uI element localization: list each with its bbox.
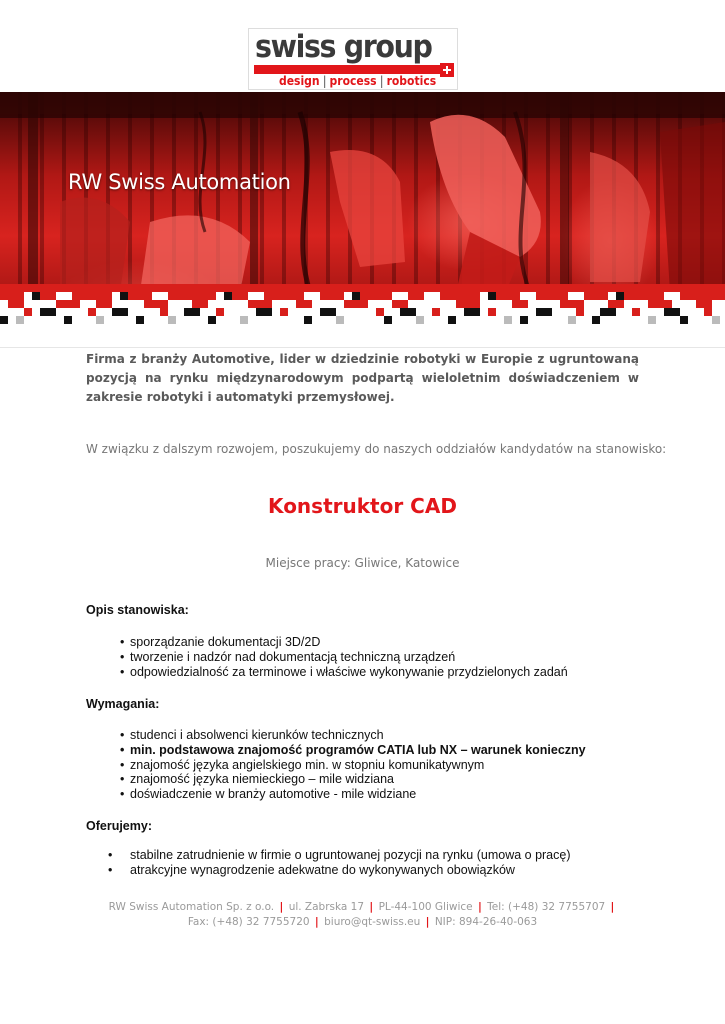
list-opis bbox=[120, 635, 568, 679]
list-item: • studenci i absolwenci kierunków technicznych bbox=[120, 728, 384, 742]
lead-text: W związku z dalszym rozwojem, poszukujemy do naszych oddziałów kandydatów na stanowisko: bbox=[86, 442, 667, 456]
pixel-pattern-band bbox=[0, 284, 725, 332]
logo-red-bar bbox=[254, 65, 440, 74]
bullet-icon: • bbox=[120, 757, 125, 772]
job-title: Konstruktor CAD bbox=[268, 494, 457, 518]
hero-banner bbox=[0, 92, 725, 332]
list-item: • doświadczenie w branży automotive - mile widziane bbox=[120, 787, 417, 802]
footer-separator: | bbox=[477, 901, 482, 913]
list-item: • znajomość języka angielskiego min. w stopniu komunikatywnym bbox=[120, 757, 485, 772]
list-item: • sporządzanie dokumentacji 3D/2D bbox=[120, 635, 321, 649]
footer-phone: Tel: (+48) 32 7755707 bbox=[487, 901, 606, 913]
list-item: • atrakcyjne wynagrodzenie adekwatne do wykonywanych obowiązków bbox=[108, 862, 515, 877]
footer-nip: NIP: 894-26-40-063 bbox=[434, 916, 538, 928]
footer-separator: | bbox=[425, 916, 430, 928]
bullet-icon: • bbox=[108, 862, 113, 877]
bullet-icon: • bbox=[120, 635, 125, 649]
footer-company: RW Swiss Automation Sp. z o.o. bbox=[108, 901, 275, 913]
footer-email: biuro@qt-swiss.eu bbox=[324, 916, 421, 928]
company-intro: Firma z branży Automotive, lider w dziedzinie robotyki w Europie z ugruntowaną pozycją na rynku międzynarodowym podpartą wieloletnim doświadczeniem w zakresie robotyki i automatyki przemysłowej. bbox=[86, 352, 639, 404]
logo-tag-robotics: robotics bbox=[386, 74, 437, 88]
logo-tag-separator: | bbox=[379, 74, 384, 88]
footer-separator: | bbox=[314, 916, 319, 928]
footer-line-2 bbox=[0, 916, 725, 928]
logo-tag-process: process bbox=[329, 74, 377, 88]
footer-separator: | bbox=[369, 901, 374, 913]
bullet-icon: • bbox=[120, 664, 125, 679]
work-location: Miejsce pracy: Gliwice, Katowice bbox=[265, 556, 460, 570]
section-heading-opis: Opis stanowiska: bbox=[86, 603, 189, 617]
bullet-icon: • bbox=[108, 848, 113, 862]
footer-line-1 bbox=[0, 901, 725, 913]
list-oferujemy bbox=[108, 848, 571, 878]
swiss-cross-icon bbox=[440, 63, 454, 77]
divider bbox=[0, 347, 725, 348]
bullet-icon: • bbox=[120, 772, 125, 787]
bullet-icon: • bbox=[120, 742, 125, 757]
industrial-robot-illustration bbox=[0, 92, 725, 332]
logo-wordmark: swiss group bbox=[255, 29, 432, 65]
section-heading-oferujemy: Oferujemy: bbox=[86, 819, 152, 833]
footer-separator: | bbox=[610, 901, 615, 913]
footer-city: PL-44-100 Gliwice bbox=[378, 901, 473, 913]
banner-title: RW Swiss Automation bbox=[68, 170, 291, 194]
bullet-icon: • bbox=[120, 787, 125, 802]
list-item: • znajomość języka niemieckiego – mile widziana bbox=[120, 772, 395, 787]
bullet-icon: • bbox=[120, 649, 125, 664]
list-item: • odpowiedzialność za terminowe i właściwe wykonywanie przydzielonych zadań bbox=[120, 664, 568, 679]
bullet-icon: • bbox=[120, 728, 125, 742]
section-heading-wymagania: Wymagania: bbox=[86, 697, 160, 711]
footer-fax: Fax: (+48) 32 7755720 bbox=[187, 916, 310, 928]
list-item: • min. podstawowa znajomość programów CATIA lub NX – warunek konieczny bbox=[120, 742, 586, 757]
logo-tag-separator: | bbox=[322, 74, 327, 88]
footer-street: ul. Zabrska 17 bbox=[288, 901, 365, 913]
footer-separator: | bbox=[279, 901, 284, 913]
logo-tagline bbox=[279, 74, 436, 88]
list-item: • tworzenie i nadzór nad dokumentacją techniczną urządzeń bbox=[120, 649, 456, 664]
list-wymagania bbox=[120, 728, 586, 802]
logo-tag-design: design bbox=[279, 74, 320, 88]
company-logo bbox=[248, 28, 458, 90]
list-item: • stabilne zatrudnienie w firmie o ugruntowanej pozycji na rynku (umowa o pracę) bbox=[108, 848, 571, 862]
